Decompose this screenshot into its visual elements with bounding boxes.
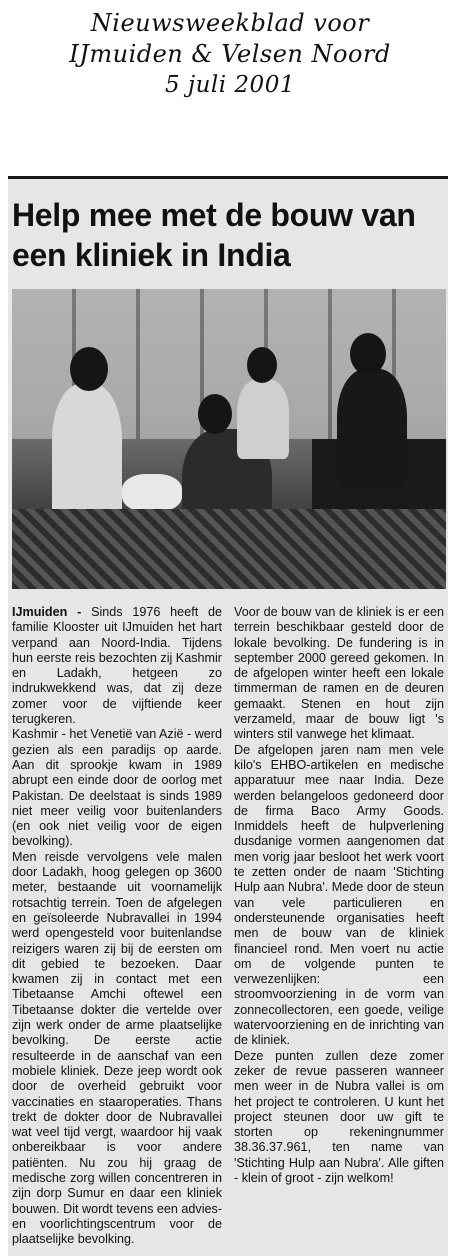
article-dateline: IJmuiden - xyxy=(12,605,82,619)
handwritten-line-publication: Nieuwsweekblad voor xyxy=(90,9,370,37)
photo-head-woman xyxy=(198,394,232,434)
photo-person-right xyxy=(337,369,407,489)
photo-baby xyxy=(122,474,182,512)
photo-head-back-middle xyxy=(247,347,277,383)
article-column-right xyxy=(234,605,444,1186)
article-paragraph: Voor de bouw van de kliniek is er een terrein beschikbaar gesteld door de lokale bevolking. De fundering is in september 2000 gereed gekomen. In de afgelopen winter heeft een lokale timmerman de ramen en de deuren gemaakt. Stenen en hout zijn verzameld, maar de bouw ligt 's winters stil vanwege het klimaat. xyxy=(234,605,444,742)
article-paragraph: Men reisde vervolgens vele malen door Ladakh, hoog gelegen op 3600 meter, bestaande uit voornamelijk rotsachtig terrein. Toen de afgelegen en geïsoleerde Nubravallei in 1994 werd opengesteld voor buitenlandse reizigers waren zij bij de eersten om dit gebied te bezoeken. Daar kwamen zij in contact met een Tibetaanse Amchi oftewel een Tibetaanse dokter die vertelde over zijn werk onder de arme plaatselijke bevolking. De eerste actie resulteerde in de aanschaf van een mobiele kliniek. Deze jeep wordt ook door de overheid gebruikt voor vaccinaties en staaroperaties. Thans trekt de dokter door de Nubravallei wat veel tijd vergt, waardoor hij vaak onbereikbaar is voor andere patiënten. Nu zou hij graag de medische zorg willen concentreren in zijn dorp Sumur en daar een kliniek bouwen. Dit wordt tevens een advies- en voorlichtingscentrum voor de plaatselijke bevolking. xyxy=(12,849,223,1247)
article-photo xyxy=(12,289,446,589)
handwritten-line-date: 5 juli 2001 xyxy=(165,72,295,98)
handwritten-line-region: IJmuiden & Velsen Noord xyxy=(69,40,391,68)
newspaper-clipping xyxy=(8,176,448,1256)
article-paragraph: Deze punten zullen deze zomer zeker de revue passeren wanneer men weer in de Nubra vallei is om het project te controleren. U kunt het project steunen door uw gift te storten op rekeningnummer 38.36.37.961, ten name van 'Stichting Hulp aan Nubra'. Alle giften - klein of groot - zijn welkom! xyxy=(234,1048,444,1185)
handwritten-note xyxy=(40,8,420,101)
article-headline: Help mee met de bouw van een kliniek in India xyxy=(12,197,416,273)
article-paragraph: Kashmir - het Venetië van Azië - werd gezien als een paradijs op aarde. Aan dit sprookje kwam in 1989 abrupt een einde door de oorlog met Pakistan. De deelstaat is sinds 1989 niet meer veilig voor buitenlanders (en ook niet veilig voor de eigen bevolking). xyxy=(12,727,222,849)
photo-person-back-middle xyxy=(237,379,289,459)
photo-head-left xyxy=(70,347,108,391)
photo-head-right xyxy=(350,333,386,375)
article-column-left xyxy=(12,605,222,1247)
photo-rug xyxy=(12,509,446,589)
article-paragraph: De afgelopen jaren nam men vele kilo's EHBO-artikelen en medische apparatuur mee naar India. Deze werden belangeloos gedoneerd door de firma Baco Army Goods. Inmiddels heeft de hulpverlening dusdanige vormen aangenomen dat men vorig jaar besloot het werk voort te zetten onder de naam 'Stichting Hulp aan Nubra'. Mede door de steun van vele particulieren en ondersteunende organisaties heeft men de bouw van de kliniek financieel rond. Men voert nu actie om de volgende punten te verwezenlijken: een stroomvoorziening in de vorm van zonnecollectoren, een goede, veilige watervoorziening en de inrichting van de kliniek. xyxy=(234,742,444,1048)
article-paragraph: IJmuiden - Sinds 1976 heeft de familie Klooster uit IJmuiden het hart verpand aan Noord-India. Tijdens hun eerste reis bezochten zij Kashmir en Ladakh, hetgeen zo indrukwekkend was, dat zij deze zomer voor de vijftiende keer terugkeren. xyxy=(12,605,222,727)
photo-person-left xyxy=(52,384,122,524)
